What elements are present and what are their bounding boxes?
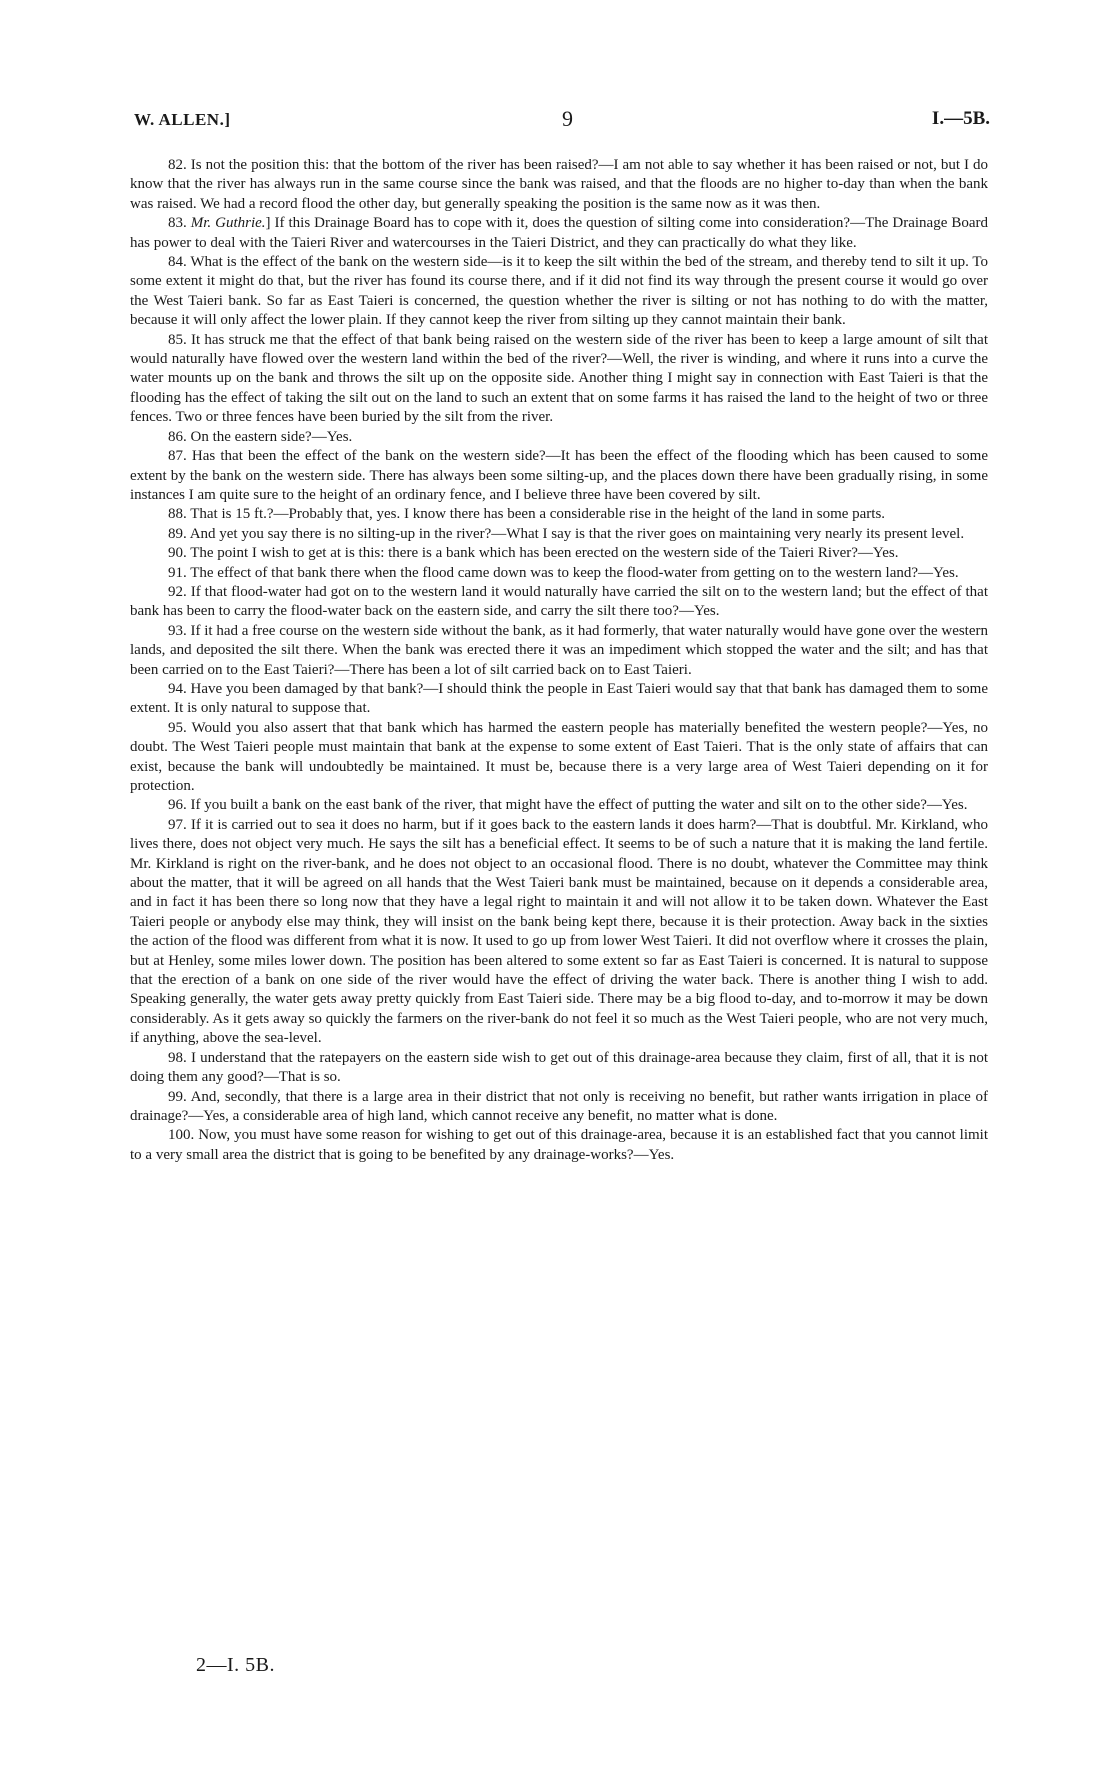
question-answer-text: The point I wish to get at is this: there is a bank which has been erected on the western side of the Taieri River?—Yes. [190,545,899,562]
question-number: 87. [168,448,187,465]
question-number: 88. [168,506,187,523]
question-number: 95. [168,719,187,736]
question-answer-text: And yet you say there is no silting-up in the river?—What I say is that the river goes on maintaining very nearly its present level. [189,525,965,542]
evidence-paragraph [130,428,988,447]
evidence-paragraph [130,622,988,680]
evidence-paragraph [130,253,988,331]
question-number: 86. [168,428,187,445]
evidence-paragraph [130,525,988,544]
evidence-paragraph [130,447,988,505]
question-answer-text: Has that been the effect of the bank on the western side?—It has been the effect of the flooding which has been caused to some extent by the bank on the western side. There has always been some silting-up, and the places down there have been gradually rising, in some instances I am quite sure to the height of an ordinary fence, and I believe three have been covered by silt. [130,448,989,503]
question-answer-text: Now, you must have some reason for wishing to get out of this drainage-area, because it is an established fact that you cannot limit to a very small area the district that is going to be benefited by any drainage-works?—Yes. [130,1127,989,1163]
question-number: 98. [168,1049,187,1066]
question-number: 89. [168,525,187,542]
evidence-paragraph [130,583,988,622]
question-answer-text: On the eastern side?—Yes. [190,428,353,445]
question-answer-text: Is not the position this: that the bottom of the river has been raised?—I am not able to say whether it has been raised or not, but I do know that the river has always run in the same course since the bank was raised, and that the floods are no higher to-day than when the bank was raised. We had a record flood the other day, but generally speaking the position is the same now as it was then. [130,157,989,212]
question-number: 93. [168,622,187,639]
question-number: 82. [168,157,187,173]
question-answer-text: If it had a free course on the western side without the bank, as it had formerly, that water naturally would have gone over the western lands, and deposited the silt there. When the bank was erected there it was an impediment which stopped the water and the silt; and has that been carried on to the East Taieri?—There has been a lot of silt carried back on to East Taieri. [130,622,989,678]
evidence-paragraph [130,719,988,797]
document-reference: I.—5B. [931,108,990,129]
evidence-paragraph [130,1088,988,1127]
question-number: 99. [168,1088,187,1105]
question-answer-text: It has struck me that the effect of that bank being raised on the western side of the river has been to keep a large amount of silt that would naturally have flowed over the western land within the bed of the river?—Well, the river is winding, and where it runs into a curve the water mounts up on the bank and throws the silt up on the opposite side. Another thing I might say in connection with East Taieri is that the flooding has the effect of taking the silt out on the land to such an extent that on some farms it has raised the land to the height of two or three fences. Two or three fences have been buried by the silt from the river. [130,331,989,426]
question-number: 85. [168,331,187,348]
evidence-paragraph [130,796,988,815]
question-answer-text: What is the effect of the bank on the western side—is it to keep the silt within the bed of the stream, and thereby tend to silt it up. To some extent it might do that, but the river has found its course there, and if it did not find its way through the present course it would go over the West Taieri bank. So far as East Taieri is concerned, the question whether the river is silting or not has nothing to do with the matter, because it will only affect the lower plain. If they cannot keep the river from silting up they cannot maintain their bank. [130,254,988,329]
question-number: 92. [168,583,187,600]
question-answer-text: Have you been damaged by that bank?—I should think the people in East Taieri would say that that bank has damaged them to some extent. It is only natural to suppose that. [130,680,988,717]
evidence-paragraph [130,331,988,428]
question-answer-text: If that flood-water had got on to the western land it would naturally have carried the silt on to the western land; but the effect of that bank has been to carry the flood-water back on the eastern side, and carry the silt there too?—Yes. [130,583,989,620]
evidence-paragraph [130,564,988,583]
question-number: 90. [168,545,187,562]
question-number: 100. [168,1127,195,1144]
question-answer-text: That is 15 ft.?—Probably that, yes. I know there has been a considerable rise in the height of the land in some parts. [190,506,886,523]
question-answer-text: If it is carried out to sea it does no harm, but if it goes back to the eastern lands it does harm?—That is doubtful. Mr. Kirkland, who lives there, does not object very much. He says the silt has a beneficial effect. It seems to be of such a nature that it is making the land fertile. Mr. Kirkland is right on the river-bank, and he does not object to an occasional flood. There is no doubt, whatever the Committee may think about the matter, that it will be agreed on all hands that the West Taieri bank must be maintained, because on it depends a considerable area, and in fact it has been there so long now that they have a legal right to maintain it and will not allow it to be taken down. Whatever the East Taieri people or anybody else may think, they will insist on the bank being kept there, because it is their protection. Away back in the sixties the action of the flood was different from what it is now. It used to go up from lower West Taieri. It did not overflow where it crosses the plain, but at Henley, some miles lower down. The position has been altered to some extent so far as East Taieri is concerned. It is natural to suppose that the erection of a bank on one side of the river would have the effect of driving the water back. There is another thing I wish to add. Speaking generally, the water gets away pretty quickly from East Taieri side. There may be a big flood to-day, and to-morrow it may be down considerably. As it gets away so quickly the farmers on the river-bank do not feel it so much as the West Taieri people, who are not very much, if anything, above the sea-level. [130,816,989,1047]
question-answer-text: If you built a bank on the east bank of the river, that might have the effect of putting the water and silt on to the other side?—Yes. [190,797,968,814]
evidence-body [130,156,988,1165]
question-number: 96. [168,797,187,814]
question-number: 94. [168,680,187,697]
page-header [134,106,990,136]
question-number: 84. [168,254,187,271]
question-answer-text: The effect of that bank there when the flood came down was to keep the flood-water from getting on to the western land?—Yes. [190,564,959,581]
witness-name: W. ALLEN.] [134,110,231,129]
question-answer-text: Would you also assert that that bank which has harmed the eastern people has materially benefited the western people?—Yes, no doubt. The West Taieri people must maintain that bank at the expense to some extent of East Taieri. That is the only state of affairs that can exist, because the bank will undoubtedly be maintained. It must be, because there is a very large area of West Taieri depending on it for protection. [130,719,988,794]
evidence-paragraph [130,544,988,563]
question-answer-text: I understand that the ratepayers on the eastern side wish to get out of this drainage-area because they claim, first of all, that it is not doing them any good?—That is so. [130,1049,989,1086]
evidence-paragraph [130,156,988,214]
question-number: 91. [168,564,187,581]
evidence-paragraph [130,816,988,1049]
question-answer-text: And, secondly, that there is a large area in their district that not only is receiving no benefit, but rather wants irrigation in place of drainage?—Yes, a considerable area of high land, which cannot receive any benefit, no matter what is done. [130,1088,988,1124]
evidence-paragraph [130,1049,988,1088]
question-number: 97. [168,816,187,833]
sheet-signature: 2—I. 5B. [196,1654,275,1676]
evidence-paragraph [130,680,988,719]
question-number: 83. [168,215,187,232]
question-answer-text: ] If this Drainage Board has to cope with it, does the question of silting come into consideration?—The Drainage Board has power to deal with the Taieri River and watercourses in the Taieri District, and they can practically do what they like. [130,215,988,251]
evidence-paragraph [130,214,988,253]
page-number: 9 [562,106,573,131]
speaker-name: Mr. Guthrie. [190,215,266,232]
evidence-paragraph [130,505,988,524]
evidence-paragraph [130,1126,988,1165]
